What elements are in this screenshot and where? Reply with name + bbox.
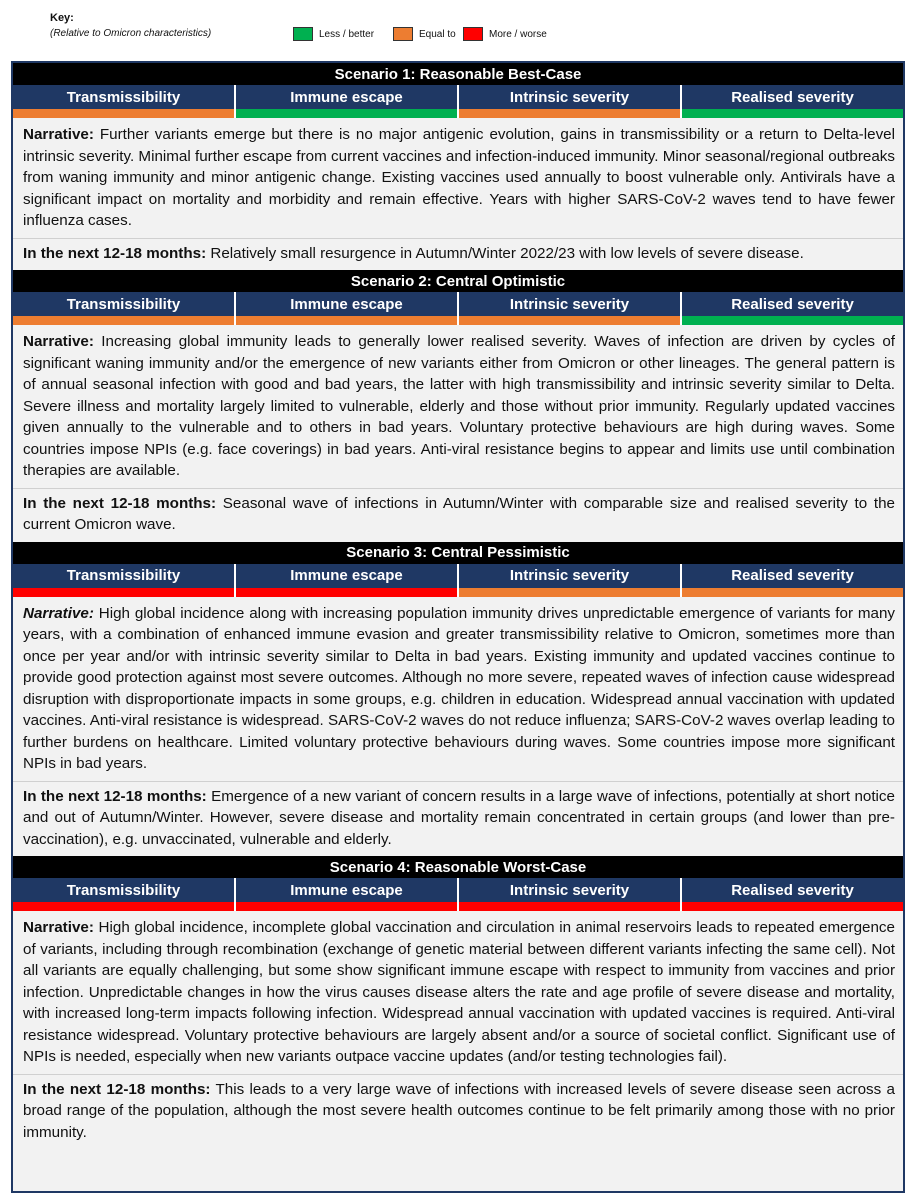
rating-bar-realised-severity bbox=[682, 109, 903, 118]
next-months-label: In the next 12-18 months: bbox=[23, 787, 207, 805]
rating-bar-intrinsic-severity bbox=[459, 588, 680, 597]
scenario-1 bbox=[13, 63, 903, 270]
rating-bar-immune-escape bbox=[236, 109, 457, 118]
rating-bar-immune-escape bbox=[236, 316, 457, 325]
scenario-title: Scenario 1: Reasonable Best-Case bbox=[13, 63, 903, 85]
rating-bar-transmissibility bbox=[13, 588, 234, 597]
narrative-text: Increasing global immunity leads to generally lower realised severity. Waves of infection are driven by cycles of significant waning immunity and/or the emergence of new variants either from Omicron or other lineages. The general pattern is of annual seasonal infection with good and bad years, the latter with high transmissibility and intrinsic severity similar to Delta. Severe illness and mortality largely limited to vulnerable, elderly and those without prior immunity. Regularly updated vaccines given annually to the vulnerable and to others in bad years. Voluntary protective behaviours are high during waves. Some countries impose NPIs (e.g. face coverings) in bad years. Anti-viral resistance begins to appear and limits use until combination therapies are available. bbox=[23, 333, 895, 479]
scenario-header-row bbox=[13, 878, 903, 902]
rating-bar-immune-escape bbox=[236, 588, 457, 597]
rating-bar-row bbox=[13, 902, 903, 911]
key-note: (Relative to Omicron characteristics) bbox=[50, 28, 212, 39]
key-item-more bbox=[463, 27, 547, 41]
key-swatch-equal bbox=[393, 27, 413, 41]
next-months-text: This leads to a very large wave of infections with increased levels of severe disease seen across a broad range of the population, although the most severe health outcomes continue to be felt primarily among those with no prior immunity. bbox=[23, 1080, 895, 1141]
narrative-text: High global incidence, incomplete global vaccination and circulation in animal reservoirs leads to repeated emergence of variants, including through recombination (exchange of genetic material between different variants infecting the same cell). Not all variants are equally challenging, but some show significant immune escape with respect to immunity from vaccines and prior infection. Unpredictable changes in how the virus causes disease alters the rate and age profile of severe disease and mortality, with increased long-term impacts following infection. Widespread annual vaccination with updated vaccines is required. Anti-viral resistance widespread. Voluntary protective behaviours are largely absent and/or a source of societal conflict. Significant use of NPIs is needed, especially when new variants outpace vaccine updates (and/or testing technologies fail). bbox=[23, 919, 895, 1065]
header-intrinsic-severity: Intrinsic severity bbox=[459, 564, 680, 588]
rating-bar-realised-severity bbox=[682, 316, 903, 325]
next-months-label: In the next 12-18 months: bbox=[23, 494, 217, 512]
key-label-equal: Equal to bbox=[419, 28, 456, 40]
narrative bbox=[13, 597, 903, 781]
rating-bar-transmissibility bbox=[13, 902, 234, 911]
rating-bar-immune-escape bbox=[236, 902, 457, 911]
scenario-3 bbox=[13, 542, 903, 857]
header-intrinsic-severity: Intrinsic severity bbox=[459, 878, 680, 902]
header-transmissibility: Transmissibility bbox=[13, 292, 234, 316]
key-label-more: More / worse bbox=[489, 28, 547, 40]
next-months bbox=[13, 781, 903, 857]
rating-bar-realised-severity bbox=[682, 588, 903, 597]
next-months-text: Seasonal wave of infections in Autumn/Winter with comparable size and realised severity to the current Omicron wave. bbox=[23, 494, 895, 533]
rating-bar-row bbox=[13, 316, 903, 325]
narrative-text: High global incidence along with increasing population immunity drives unpredictable emergence of variants for many years, with a combination of enhanced immune evasion and greater transmissibility relative to Omicron, sometimes more than once per year and/or with intrinsic severity similar to Delta in bad years. Existing immunity and updated vaccines continue to provide good protection against most severe outcomes. Although no more severe, repeated waves of infection cause widespread disruption with disproportionate impacts in some groups, e.g. children in education. Widespread annual vaccination with updated vaccines. Anti-viral resistance is widespread. SARS-CoV-2 waves do not reduce influenza; SARS-CoV-2 waves overlap leading to further burdens on healthcare. Limited voluntary protective behaviours during waves. Some countries impose more significant NPIs in bad years. bbox=[23, 604, 895, 772]
scenario-title: Scenario 4: Reasonable Worst-Case bbox=[13, 856, 903, 878]
narrative-label: Narrative: bbox=[23, 333, 94, 350]
header-immune-escape: Immune escape bbox=[236, 878, 457, 902]
header-immune-escape: Immune escape bbox=[236, 292, 457, 316]
key-legend bbox=[50, 8, 910, 52]
header-realised-severity: Realised severity bbox=[682, 292, 903, 316]
header-transmissibility: Transmissibility bbox=[13, 878, 234, 902]
header-realised-severity: Realised severity bbox=[682, 85, 903, 109]
scenario-2 bbox=[13, 270, 903, 542]
next-months bbox=[13, 238, 903, 271]
scenarios-table bbox=[11, 61, 905, 1193]
scenario-header-row bbox=[13, 85, 903, 109]
next-months-label: In the next 12-18 months: bbox=[23, 1080, 211, 1098]
header-intrinsic-severity: Intrinsic severity bbox=[459, 292, 680, 316]
narrative-text: Further variants emerge but there is no major antigenic evolution, gains in transmissibility or a return to Delta-level intrinsic severity. Minimal further escape from current vaccines and infection-induced immunity. Minor seasonal/regional outbreaks from waning immunity and minor antigenic change. Existing vaccines used annually to boost vulnerable only. Antivirals have a significant impact on mortality and morbidity and remain effective. Years with higher SARS-CoV-2 waves tend to have fewer influenza cases. bbox=[23, 126, 895, 229]
narrative bbox=[13, 325, 903, 488]
key-label-less: Less / better bbox=[319, 28, 375, 40]
rating-bar-row bbox=[13, 109, 903, 118]
narrative-label: Narrative: bbox=[23, 919, 94, 936]
header-immune-escape: Immune escape bbox=[236, 85, 457, 109]
next-months-text: Relatively small resurgence in Autumn/Winter 2022/23 with low levels of severe disease. bbox=[210, 244, 804, 262]
narrative-label: Narrative: bbox=[23, 604, 94, 622]
header-immune-escape: Immune escape bbox=[236, 564, 457, 588]
rating-bar-transmissibility bbox=[13, 316, 234, 325]
rating-bar-transmissibility bbox=[13, 109, 234, 118]
scenario-header-row bbox=[13, 564, 903, 588]
rating-bar-intrinsic-severity bbox=[459, 316, 680, 325]
rating-bar-intrinsic-severity bbox=[459, 109, 680, 118]
next-months-label: In the next 12-18 months: bbox=[23, 244, 207, 262]
rating-bar-intrinsic-severity bbox=[459, 902, 680, 911]
key-swatch-less bbox=[293, 27, 313, 41]
scenario-title: Scenario 3: Central Pessimistic bbox=[13, 542, 903, 564]
header-transmissibility: Transmissibility bbox=[13, 85, 234, 109]
header-realised-severity: Realised severity bbox=[682, 564, 903, 588]
rating-bar-realised-severity bbox=[682, 902, 903, 911]
narrative bbox=[13, 911, 903, 1074]
scenario-header-row bbox=[13, 292, 903, 316]
next-months bbox=[13, 1074, 903, 1150]
key-item-less bbox=[293, 27, 374, 41]
header-realised-severity: Realised severity bbox=[682, 878, 903, 902]
narrative bbox=[13, 118, 903, 238]
narrative-label: Narrative: bbox=[23, 126, 94, 143]
key-title: Key: bbox=[50, 12, 74, 24]
key-swatch-more bbox=[463, 27, 483, 41]
rating-bar-row bbox=[13, 588, 903, 597]
key-item-equal bbox=[393, 27, 456, 41]
next-months-text: Emergence of a new variant of concern results in a large wave of infections, potentially at short notice and out of Autumn/Winter. However, severe disease and mortality remain concentrated in certain groups (and lower than pre-vaccination), e.g. unvaccinated, vulnerable and elderly. bbox=[23, 787, 895, 848]
header-intrinsic-severity: Intrinsic severity bbox=[459, 85, 680, 109]
scenario-title: Scenario 2: Central Optimistic bbox=[13, 270, 903, 292]
scenario-4 bbox=[13, 856, 903, 1149]
next-months bbox=[13, 488, 903, 542]
header-transmissibility: Transmissibility bbox=[13, 564, 234, 588]
